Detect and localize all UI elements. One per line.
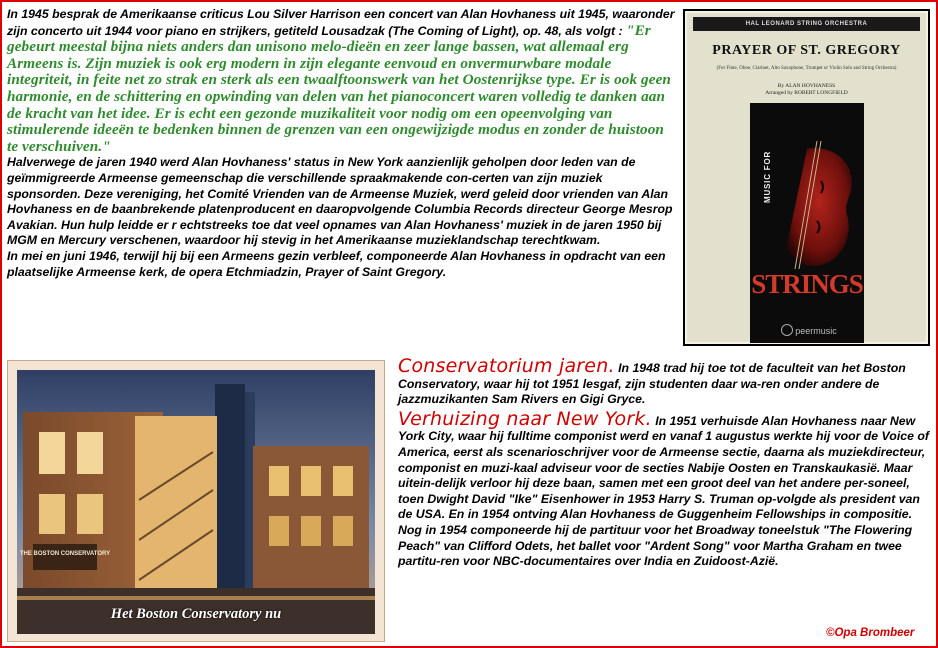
- conservatory-building-illustration: [17, 370, 375, 634]
- heading-new-york: Verhuizing naar New York.: [398, 407, 652, 430]
- cover-credits: [685, 83, 928, 97]
- section-conservatory: [398, 355, 932, 408]
- cover-strings: STRINGS: [751, 269, 863, 299]
- paragraph-new-york: In 1951 verhuisde Alan Hovhaness naar New York City, waar hij fulltime componist werd en vanaf 1 augustus werkte hij voor de Voice of America, eerst als scenarioschrijver voor de Armeense sectie, daarna als muziekdirecteur, componist en muzi-kaal adviseur voor de secties Nabije Oosten en Transkaukasië. Maar uitein-delijk verloor hij deze baan, samen met een groot deel van het andere per-soneel, toen Dwight David "Ike" Eisenhower in 1953 Harry S. Truman op-volgde als president van de USA. En in 1954 ontving Alan Hovhaness de Guggenheim Fellowships in compositie. Nog in 1954 componeerde hij de partituur voor het Broadway toneelstuk "The Flowering Peach" van Clifford Odets, het ballet voor "Ardent Song" voor Martha Graham en twee partitu-ren voor NBC-documentaires over India en Zuidoost-Azië.: [398, 413, 929, 569]
- publisher-icon: [781, 324, 793, 336]
- intro-paragraph-2: Halverwege de jaren 1940 werd Alan Hovhaness' status in New York aanzienlijk geholpen door leden van de geïmmigreerde Armeense gemeenschap die verschillende spraakmakende con-certen van zijn muziek sponsorden. Deze vereniging, het Comité Vrienden van de Armeense Muziek, werd geleid door vrienden van Alan Hovhaness en de baanbrekende platenproducent en daaropvolgende Columbia Records directeur George Mesrop Avakian. Hun hulp leidde er r echtstreeks toe dat veel opnames van Alan Hovhaness' muziek in de jaren 1950 bij MGM en Mercury verschenen, waardoor hij stevig in het Amerikaanse muzieklandschap terechtkwam.: [7, 155, 673, 248]
- building-sign: THE BOSTON CONSERVATORY: [19, 551, 111, 557]
- cover-arranger: Arranged by ROBERT LONGFIELD: [765, 90, 848, 96]
- intro-text-block: [7, 7, 675, 280]
- intro-lead: In 1945 besprak de Amerikaanse criticus Lou Silver Harrison een concert van Alan Hovhaness uit 1945, waaronder zijn concerto uit 1944 voor piano en strijkers, getiteld Lousadzak (The Coming of Light), op. 48, als volgt :: [7, 7, 675, 38]
- right-text-block: [398, 355, 932, 570]
- publisher-logo: peermusic: [759, 324, 859, 336]
- intro-paragraph-3: In mei en juni 1946, terwijl hij bij een Armeens gezin verbleef, componeerde Alan Hovhaness in opdracht van een plaatselijke Armeense kerk, de opera Etchmiadzin, Prayer of Saint Gregory.: [7, 248, 666, 279]
- cover-subtitle: (For Flute, Oboe, Clarinet, Alto Saxophone, Trumpet or Violin Solo and String Orchestra): [716, 66, 897, 71]
- paragraph-conservatorium: In 1948 trad hij toe tot de faculteit van het Boston Conservatory, waar hij tot 1951 lesgaf, zijn studenten daar wa-ren onder andere de jazzmuzikanten Sam Rivers en Gigi Gryce.: [398, 361, 906, 407]
- cover-title: PRAYER OF ST. GREGORY: [712, 43, 901, 58]
- conservatory-photo: [7, 360, 385, 642]
- cover-series: HAL LEONARD STRING ORCHESTRA: [693, 17, 920, 31]
- cover-music-for: MUSIC FOR: [763, 150, 772, 203]
- heading-conservatorium: Conservatorium jaren.: [398, 355, 615, 377]
- signature: ©Opa Brombeer: [826, 627, 915, 639]
- violin-illustration: [777, 141, 863, 269]
- cover-composer: By ALAN HOVHANESS: [777, 83, 836, 89]
- harrison-quote: "Er gebeurt meestal bijna niets anders dan unisono melo-dieën en zeer lange bassen, wat allemaal erg Armeens is. Zijn muziek is ook erg modern in zijn elegante eenvoud en onvermurwbare modale integriteit, in feite net zo strak en sterk als een twaalftoonswerk van het Oostenrijkse type. Er is ook geen harmonie, en de schittering en opwinding van delen van het pianoconcert waren volledig te danken aan de kracht van het idee. Er is echt een gezonde muzikaliteit voor nodig om een opeenvolging van stimulerende ideeën te bedenken binnen de grenzen van een ongewijzigde modus en zonder de huistoon te verschuiven.": [7, 21, 671, 155]
- section-new-york: [398, 407, 932, 570]
- book-cover-image: [683, 9, 930, 346]
- photo-caption: Het Boston Conservatory nu: [110, 606, 282, 622]
